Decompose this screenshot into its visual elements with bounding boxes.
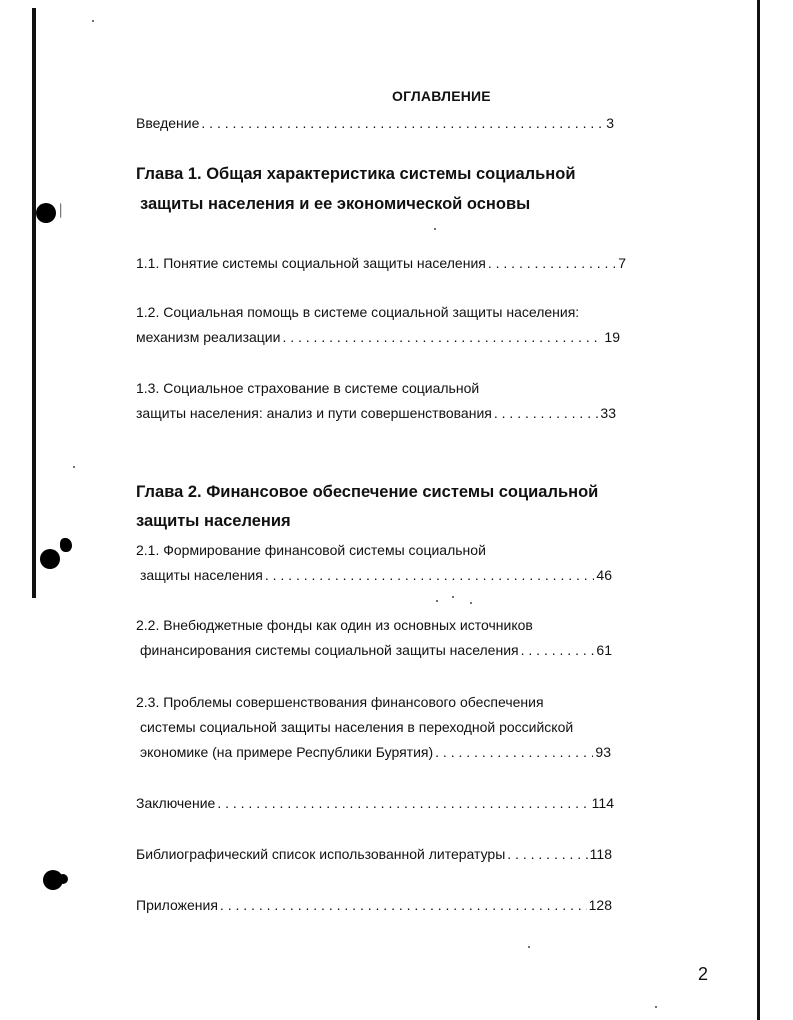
toc-entry-2-1[interactable] <box>140 567 612 583</box>
toc-entry-page: 118 <box>589 846 612 862</box>
toc-entry-page: 128 <box>588 897 612 913</box>
scan-speck <box>470 602 472 604</box>
punch-hole <box>40 549 60 569</box>
toc-entry-bibliography[interactable] <box>136 846 612 862</box>
toc-entry-label: экономике (на примере Республики Бурятия) <box>140 744 434 760</box>
scan-speck <box>452 596 454 598</box>
toc-entry-page: 19 <box>604 329 620 345</box>
scan-speck <box>528 946 530 948</box>
chapter-2-title-line1: Глава 2. Финансовое обеспечение системы социальной <box>136 483 599 501</box>
dot-leader <box>220 897 587 913</box>
toc-entry-1-2[interactable] <box>136 329 620 345</box>
toc-title: ОГЛАВЛЕНИЕ <box>392 88 491 104</box>
scan-speck <box>436 600 438 602</box>
toc-entry-page: 93 <box>595 744 611 760</box>
scan-edge-right <box>757 0 760 1020</box>
toc-entry-1-1[interactable] <box>136 255 626 271</box>
punch-hole-mark <box>58 874 68 884</box>
toc-entry-appendix[interactable] <box>136 897 612 913</box>
toc-entry-2-2[interactable] <box>140 642 612 658</box>
toc-entry-label: защиты населения: анализ и пути совершенствования <box>136 405 492 421</box>
punch-hole-mark: ᛁ <box>56 203 66 220</box>
toc-entry-label: Введение <box>136 115 200 131</box>
punch-hole-mark <box>60 538 72 552</box>
toc-entry-intro[interactable] <box>136 115 614 131</box>
dot-leader <box>494 405 599 421</box>
dot-leader <box>282 329 602 345</box>
dot-leader <box>521 642 595 658</box>
toc-entry-1-2-line1: 1.2. Социальная помощь в системе социальной защиты населения: <box>136 304 580 320</box>
scan-edge-left <box>32 8 36 598</box>
dot-leader <box>488 255 616 271</box>
dot-leader <box>265 567 595 583</box>
toc-entry-page: 3 <box>606 115 614 131</box>
scan-speck <box>434 228 436 230</box>
chapter-2-title-line2: защиты населения <box>136 512 291 530</box>
toc-entry-1-3[interactable] <box>136 405 616 421</box>
toc-entry-2-3-line1: 2.3. Проблемы совершенствования финансового обеспечения <box>136 694 544 710</box>
dot-leader <box>435 744 593 760</box>
toc-entry-page: 7 <box>618 255 626 271</box>
toc-entry-2-2-line1: 2.2. Внебюджетные фонды как один из основных источников <box>136 617 533 633</box>
dot-leader <box>507 846 587 862</box>
toc-entry-page: 114 <box>591 795 614 811</box>
toc-entry-2-1-line1: 2.1. Формирование финансовой системы социальной <box>136 542 486 558</box>
toc-entry-label: защиты населения <box>140 567 263 583</box>
dot-leader <box>217 795 589 811</box>
toc-entry-label: 1.1. Понятие системы социальной защиты населения <box>136 255 486 271</box>
toc-entry-label: Приложения <box>136 897 218 913</box>
toc-entry-2-3[interactable] <box>140 744 611 760</box>
page-number: 2 <box>698 964 709 984</box>
toc-entry-page: 46 <box>596 567 612 583</box>
toc-entry-2-3-line2: системы социальной защиты населения в переходной российской <box>140 719 574 735</box>
toc-entry-label: Заключение <box>136 795 216 811</box>
toc-entry-label: механизм реализации <box>136 329 281 345</box>
chapter-1-title-line2: защиты населения и ее экономической основы <box>140 195 531 213</box>
dot-leader <box>201 115 604 131</box>
toc-entry-conclusion[interactable] <box>136 795 614 811</box>
toc-entry-1-3-line1: 1.3. Социальное страхование в системе социальной <box>136 380 480 396</box>
toc-entry-label: Библиографический список использованной литературы <box>136 846 506 862</box>
scan-speck <box>92 20 94 22</box>
scan-speck <box>73 466 75 468</box>
toc-entry-page: 61 <box>596 642 612 658</box>
chapter-1-title-line1: Глава 1. Общая характеристика системы социальной <box>136 165 576 183</box>
scan-speck <box>655 1006 657 1008</box>
toc-entry-page: 33 <box>600 405 616 421</box>
punch-hole <box>36 203 56 223</box>
toc-entry-label: финансирования системы социальной защиты населения <box>140 642 519 658</box>
